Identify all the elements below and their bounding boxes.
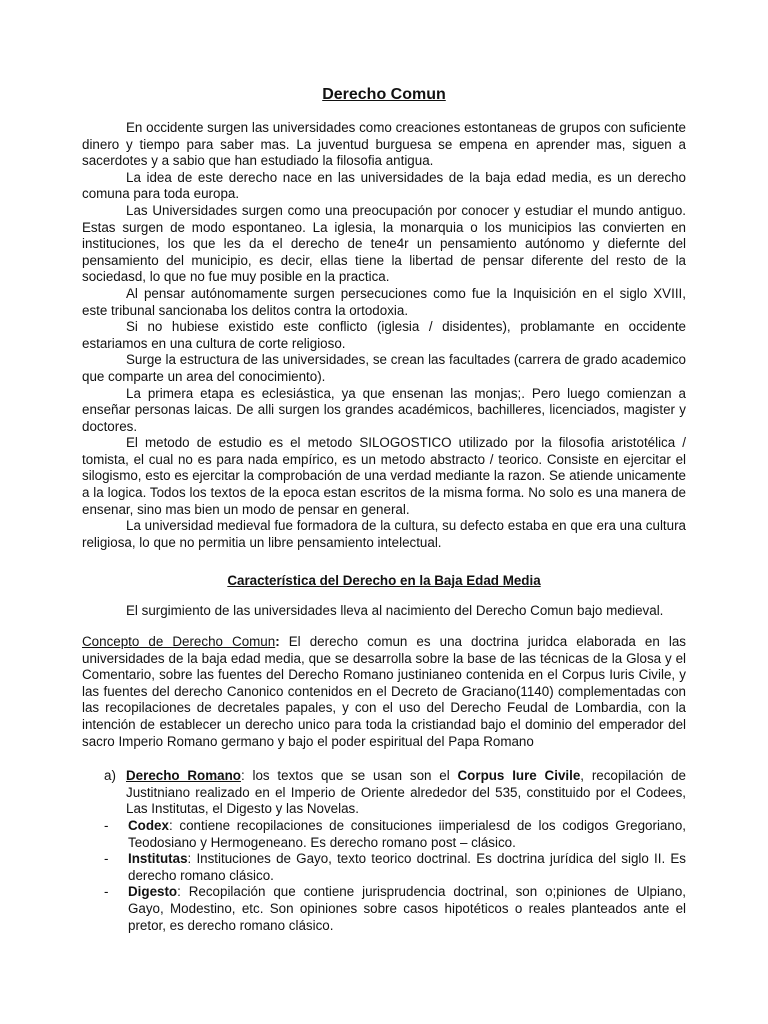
institutas-text: : Instituciones de Gayo, texto teorico doctrinal. Es doctrina jurídica del siglo II. Es derecho romano clásico. [128,851,686,883]
intro-paragraph-1: En occidente surgen las universidades como creaciones estontaneas de grupos con suficiente dinero y tiempo para saber mas. La juventud burguesa se empena en aprender mas, siguen a sacerdotes y a sabio que han estudiado la filosofia antigua. [82,120,686,169]
intro-paragraph-6: Surge la estructura de las universidades, se crean las facultades (carrera de grado academico que comparte un area del conocimiento). [82,352,686,384]
list-marker: a) [104,768,116,784]
document-page [82,84,686,934]
intro-paragraph-2: La idea de este derecho nace en las universidades de la baja edad media, es un derecho comuna para toda europa. [82,169,686,202]
sublist-item-codex [82,818,686,851]
intro-paragraph-3: Las Universidades surgen como una preocupación por conocer y estudiar el mundo antiguo. Estas surgen de modo espontaneo. La iglesia, la monarquia o los municipios las convierten en instituciones, los que les da el derecho de tene4r un pensamiento autónomo y diefernte del pensamiento del municipio, es decir, ellas tiene la libertad de pensar diferente del resto de la sociedasd, lo que no fue muy posible en la practica. [82,202,686,285]
intro-paragraph-4: Al pensar autónomamente surgen persecuciones como fue la Inquisición en el siglo XVIII, este tribunal sancionaba los delitos contra la ortodoxia. [82,285,686,318]
codex-term: Codex [128,817,169,833]
codex-text: : contiene recopilaciones de consituciones iimperialesd de los codigos Gregoriano, Teodosiano y Hermogeneano. Es derecho romano post – clásico. [128,817,686,850]
derecho-romano-text-after: , recopilación de Justitniano realizado en el Imperio de Oriente alrededor del 535, constituido por el Codees, Las Institutas, el Digesto y las Novelas. [126,768,686,817]
intro-paragraph-9: La universidad medieval fue formadora de la cultura, su defecto estaba en que era una cultura religiosa, lo que no permitia un libre pensamiento intelectual. [82,518,686,550]
spacer [82,620,686,634]
derecho-romano-text-before: : los textos que se usan son el [240,768,458,784]
section-title: Característica del Derecho en la Baja Edad Media [227,573,541,589]
digesto-term: Digesto [128,884,178,900]
digesto-text: : Recopilación que contiene jurisprudencia doctrinal, son o;piniones de Ulpiano, Gayo, Modestino, etc. Son opiniones sobre casos hipotéticos o reales planteados ante el pretor, es derecho romano clásico. [128,884,686,933]
concept-label: Concepto de Derecho Comun [82,634,276,650]
document-title: Derecho Comun [322,86,446,103]
intro-paragraph-7: La primera etapa es eclesiástica, ya que ensenan las monjas;. Pero luego comienzan a enseñar personas laicas. De alli surgen los grandes académicos, bachilleres, licenciados, magister y doctores. [82,385,686,434]
derecho-romano-heading: Derecho Romano [126,768,241,784]
list-item-derecho-romano [82,768,686,934]
concept-paragraph [82,634,686,750]
sublist-item-digesto [82,884,686,934]
concept-colon: : [275,634,280,650]
sublist-item-institutas [82,851,686,884]
sources-sublist [82,818,686,934]
dash-bullet: - [104,851,109,867]
dash-bullet: - [104,817,109,833]
section-intro: El surgimiento de las universidades lleva al nacimiento del Derecho Comun bajo medieval. [126,603,664,619]
corpus-iure-civile: Corpus Iure Civile [457,768,581,784]
intro-paragraph-8: El metodo de estudio es el metodo SILOGOSTICO utilizado por la filosofia aristotélica / tomista, el cual no es para nada empírico, es un metodo abstracto / teorico. Consiste en ejercitar el silogismo, esto es ejercitar la comprobación de una verdad mediante la razon. Se atiende unicamente a la logica. Todos los textos de la epoca estan escritos de la misma forma. No solo es una manera de ensenar, sino mas bien un modo de pensar en general. [82,435,686,517]
dash-bullet: - [104,884,109,900]
intro-paragraph-5: Si no hubiese existido este conflicto (iglesia / disidentes), problamante en occidente estariamos en una cultura de corte religioso. [82,319,686,351]
list-item-body [126,768,686,818]
institutas-term: Institutas [128,851,188,867]
derecho-romano-paragraph [126,768,686,818]
concept-text: El derecho comun es una doctrina juridca elaborada en las universidades de la baja edad media, que se desarrolla sobre la base de las técnicas de la Glosa y el Comentario, sobre las fuentes del Derecho Romano justinianeo contenida en el Corpus Iuris Civile, y las fuentes del derecho Canonico contenidos en el Decreto de Graciano(1140) complementadas con las recopilaciones de decretales papales, y con el uso del Derecho Feudal de Lombardia, con la intención de establecer un derecho unico para toda la cristiandad bajo el dominio del emperador del sacro Imperio Romano germano y bajo el poder espiritual del Papa Romano [82,634,686,749]
